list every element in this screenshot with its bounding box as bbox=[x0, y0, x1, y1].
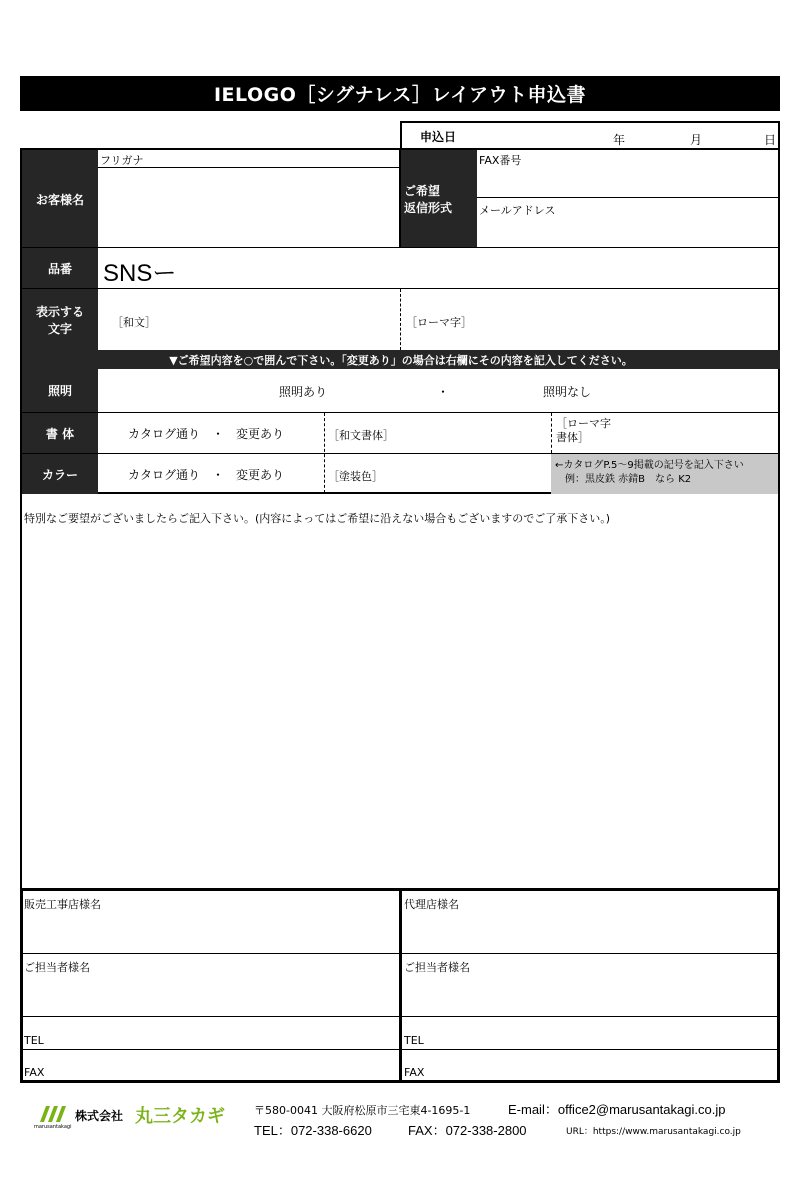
font-roman-line1: ［ローマ字 bbox=[556, 417, 611, 430]
display-text-label-line2: 文字 bbox=[47, 321, 72, 336]
font-label: 書 体 bbox=[22, 413, 98, 453]
font-wabun-field[interactable]: ［和文書体］ bbox=[328, 429, 394, 442]
customer-label: お客様名 bbox=[22, 150, 98, 248]
date-year-field[interactable]: 年 bbox=[613, 133, 626, 147]
date-row bbox=[400, 121, 780, 148]
product-label: 品番 bbox=[22, 248, 98, 288]
company-address: 〒580-0041 大阪府松原市三宅東4-1695-1 bbox=[254, 1104, 471, 1117]
dealer-contact-field[interactable]: ご担当者様名 bbox=[24, 961, 90, 974]
requests-label: 特別なご要望がございましたらご記入下さい。(内容によってはご希望に沿えない場合もございますのでご了承下さい。) bbox=[24, 512, 611, 525]
color-note-line1: ←カタログP.5～9掲載の記号を記入下さい bbox=[555, 460, 744, 471]
reply-label-line2: 返信形式 bbox=[404, 201, 453, 215]
logo-small-text: marusantakagi bbox=[34, 1124, 72, 1130]
display-text-label bbox=[22, 289, 98, 350]
lighting-dot: ・ bbox=[437, 385, 450, 399]
company-name: 丸三タカギ bbox=[135, 1106, 225, 1127]
wabun-field[interactable]: ［和文］ bbox=[112, 316, 156, 329]
roman-field[interactable]: ［ローマ字］ bbox=[406, 316, 472, 329]
agent-tel-field[interactable]: TEL bbox=[404, 1034, 424, 1047]
email-field[interactable]: メールアドレス bbox=[479, 204, 556, 217]
company-logo-icon bbox=[38, 1104, 70, 1124]
fax-number-field[interactable]: FAX番号 bbox=[479, 154, 522, 167]
company-email[interactable]: E-mail：office2@marusantakagi.co.jp bbox=[508, 1102, 726, 1117]
font-option[interactable]: カタログ通り ・ 変更あり bbox=[128, 427, 285, 441]
company-url[interactable]: URL：https://www.marusantakagi.co.jp bbox=[566, 1127, 741, 1137]
company-fax: FAX：072-338-2800 bbox=[408, 1123, 527, 1138]
form-title: IELOGO［シグナレス］レイアウト申込書 bbox=[20, 76, 780, 111]
reply-label bbox=[401, 150, 477, 248]
reply-label-line1: ご希望 bbox=[404, 184, 441, 198]
agent-contact-field[interactable]: ご担当者様名 bbox=[404, 961, 470, 974]
dealer-tel-field[interactable]: TEL bbox=[24, 1034, 44, 1047]
font-roman-line2: 書体］ bbox=[556, 431, 589, 444]
agent-fax-field[interactable]: FAX bbox=[404, 1066, 425, 1079]
paint-color-field[interactable]: ［塗装色］ bbox=[328, 470, 383, 483]
lighting-without-option[interactable]: 照明なし bbox=[543, 385, 592, 399]
lighting-with-option[interactable]: 照明あり bbox=[279, 385, 328, 399]
color-note-line2: 例：黒皮鉄 赤錆B なら K2 bbox=[565, 474, 692, 485]
date-month-field[interactable]: 月 bbox=[690, 133, 703, 147]
dealer-name-field[interactable]: 販売工事店様名 bbox=[24, 898, 101, 911]
customer-name-field[interactable] bbox=[99, 168, 399, 247]
date-day-field[interactable]: 日 bbox=[764, 133, 777, 147]
company-prefix: 株式会社 bbox=[75, 1109, 124, 1123]
date-label: 申込日 bbox=[420, 130, 457, 144]
lighting-label: 照明 bbox=[22, 369, 98, 412]
color-note bbox=[551, 454, 778, 494]
color-option[interactable]: カタログ通り ・ 変更あり bbox=[128, 468, 285, 482]
furigana-label: フリガナ bbox=[100, 154, 144, 167]
color-label: カラー bbox=[22, 454, 98, 494]
instruction-bar: ▼ご希望内容を○で囲んで下さい。「変更あり」の場合は右欄にその内容を記入してください。 bbox=[22, 350, 780, 369]
product-value[interactable]: SNSー bbox=[103, 260, 177, 287]
company-tel: TEL：072-338-6620 bbox=[254, 1123, 372, 1138]
dealer-fax-field[interactable]: FAX bbox=[24, 1066, 45, 1079]
agent-name-field[interactable]: 代理店様名 bbox=[404, 898, 459, 911]
requests-area[interactable] bbox=[20, 494, 780, 890]
font-roman-field[interactable] bbox=[556, 417, 611, 445]
display-text-label-line1: 表示する bbox=[35, 304, 84, 319]
